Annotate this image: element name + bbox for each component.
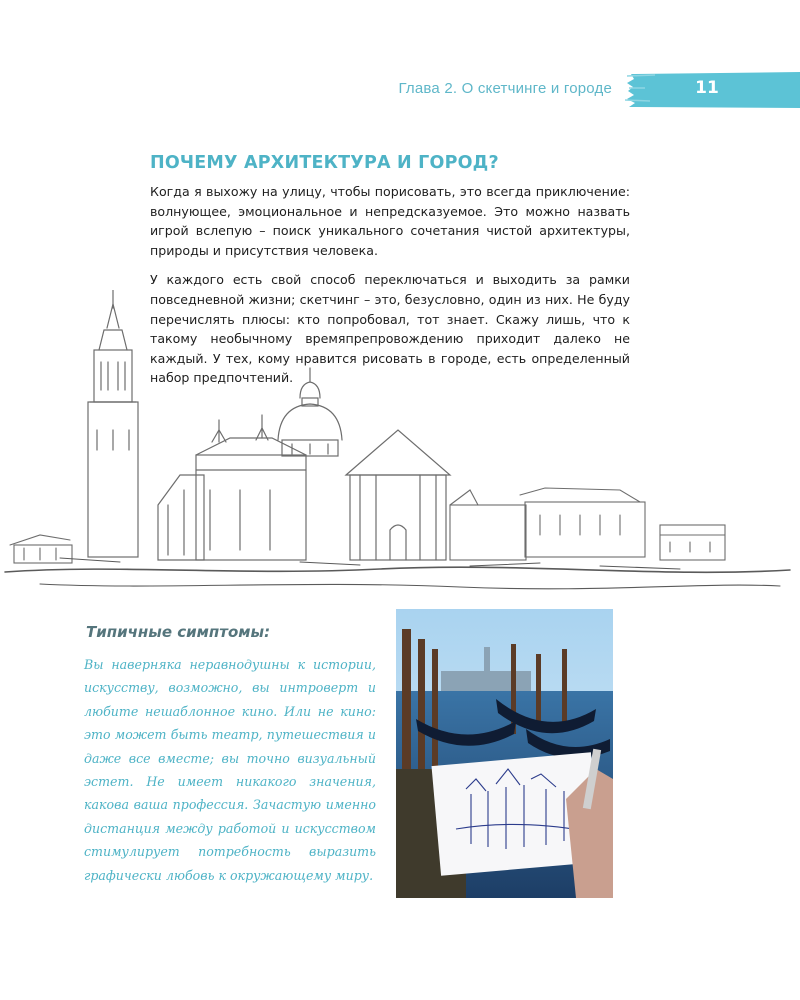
venice-church-sketch [0, 290, 800, 610]
gondolas-sketchbook-photo [396, 609, 613, 898]
symptoms-title: Типичные симптомы: [86, 623, 271, 641]
symptoms-text: Вы наверняка неравнодушны к истории, искусству, возможно, вы интроверт и любите нешаблонное кино. Или не кино: это может быть театр, путешествия и даже все вместе; вы точно визуальный эстет. Не имеет никакого значения, какова ваша профессия. Зачастую именно дистанция между работой и искусством стимулирует потребность выразить графически любовь к окружающему миру. [84, 657, 376, 883]
page-number-tab [625, 70, 800, 110]
chapter-header: Глава 2. О скетчинге и городе [398, 80, 612, 97]
page-number: 11 [695, 78, 719, 98]
paragraph: У каждого есть свой способ переключаться и выходить за рамки повседневной жизни; скетчинг – это, безусловно, один из них. Не буду перечислять плюсы: кто попробовал, тот знает. Скажу лишь, что к такому необычному времяпрепровождению приходит далеко не каждый. У тех, кому нравится рисовать в городе, есть определенный набор предпочтений. [150, 272, 630, 386]
section-title: ПОЧЕМУ АРХИТЕКТУРА И ГОРОД? [150, 153, 499, 173]
paragraph: Когда я выхожу на улицу, чтобы порисовать, это всегда приключение: волнующее, эмоциональное и непредсказуемое. Это можно назвать игрой вслепую – поиск уникального сочетания чистой архитектуры, природы и присутствия человека. [150, 184, 630, 258]
